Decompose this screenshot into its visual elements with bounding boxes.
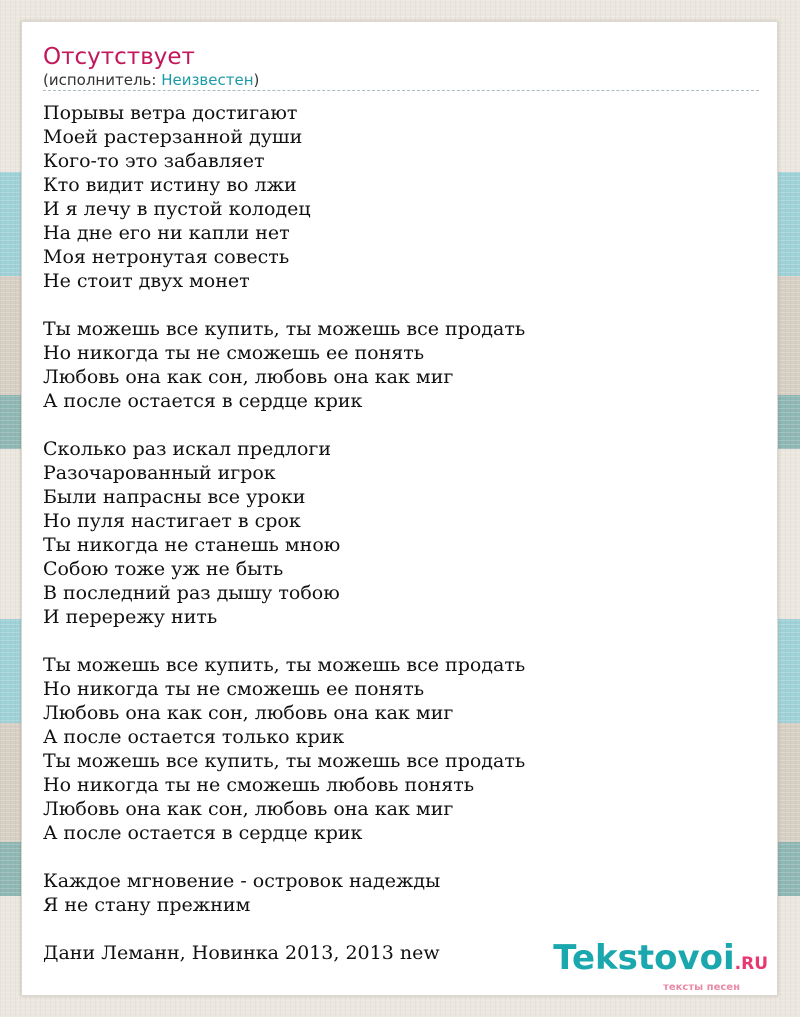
lyric-line: Моя нетронутая совесть — [43, 246, 290, 268]
lyric-line: Ты можешь все купить, ты можешь все продать — [43, 318, 526, 340]
song-header — [43, 43, 759, 89]
artist-prefix: (исполнитель: — [43, 71, 162, 89]
lyric-line: Но никогда ты не сможешь ее понять — [43, 678, 425, 700]
lyric-line: Моей растерзанной души — [43, 126, 303, 148]
logo-word: Tekstovoi — [553, 938, 735, 978]
lyric-line: Ты можешь все купить, ты можешь все продать — [43, 750, 526, 772]
lyrics-stanza — [43, 869, 759, 917]
lyrics-stanza — [43, 101, 759, 293]
lyrics-stanza — [43, 317, 759, 413]
artist-suffix: ) — [253, 71, 260, 89]
lyric-line: Разочарованный игрок — [43, 462, 276, 484]
lyric-line: И перережу нить — [43, 606, 218, 628]
song-title: Отсутствует — [43, 44, 195, 70]
logo-tld: .RU — [734, 954, 768, 974]
lyrics-stanza — [43, 437, 759, 629]
lyric-line: Но никогда ты не сможешь любовь понять — [43, 774, 475, 796]
lyric-line: На дне его ни капли нет — [43, 222, 290, 244]
lyric-line: Я не стану прежним — [43, 894, 251, 916]
lyric-line: Кто видит истину во лжи — [43, 174, 297, 196]
lyric-line: Ты можешь все купить, ты можешь все продать — [43, 654, 526, 676]
lyric-line: Кого-то это забавляет — [43, 150, 265, 172]
artist-link[interactable]: Неизвестен — [161, 71, 254, 89]
lyric-line: А после остается в сердце крик — [43, 822, 363, 844]
lyrics-stanza — [43, 653, 759, 845]
header-divider — [43, 90, 759, 91]
lyric-line: Порывы ветра достигают — [43, 102, 298, 124]
lyric-line: Были напрасны все уроки — [43, 486, 306, 508]
lyric-line: Любовь она как сон, любовь она как миг — [43, 702, 454, 724]
lyric-line: Собою тоже уж не быть — [43, 558, 284, 580]
lyric-line: Но пуля настигает в срок — [43, 510, 301, 532]
logo-tagline: тексты песен — [663, 982, 740, 993]
lyric-line: Любовь она как сон, любовь она как миг — [43, 798, 454, 820]
lyric-line: Каждое мгновение - островок надежды — [43, 870, 441, 892]
lyric-line: И я лечу в пустой колодец — [43, 198, 311, 220]
logo-wordmark — [553, 940, 768, 982]
lyric-line: А после остается в сердце крик — [43, 390, 363, 412]
lyric-line: А после остается только крик — [43, 726, 345, 748]
artist-line — [43, 71, 759, 89]
lyric-line: Сколько раз искал предлоги — [43, 438, 332, 460]
lyric-line: Любовь она как сон, любовь она как миг — [43, 366, 454, 388]
lyrics-card — [21, 21, 778, 996]
lyric-line: Не стоит двух монет — [43, 270, 250, 292]
site-logo[interactable] — [553, 940, 768, 993]
lyric-line: Но никогда ты не сможешь ее понять — [43, 342, 425, 364]
lyric-line: Ты никогда не станешь мною — [43, 534, 341, 556]
lyric-line: В последний раз дышу тобою — [43, 582, 340, 604]
lyric-line: Дани Леманн, Новинка 2013, 2013 new — [43, 942, 440, 964]
lyrics-text — [43, 101, 759, 965]
